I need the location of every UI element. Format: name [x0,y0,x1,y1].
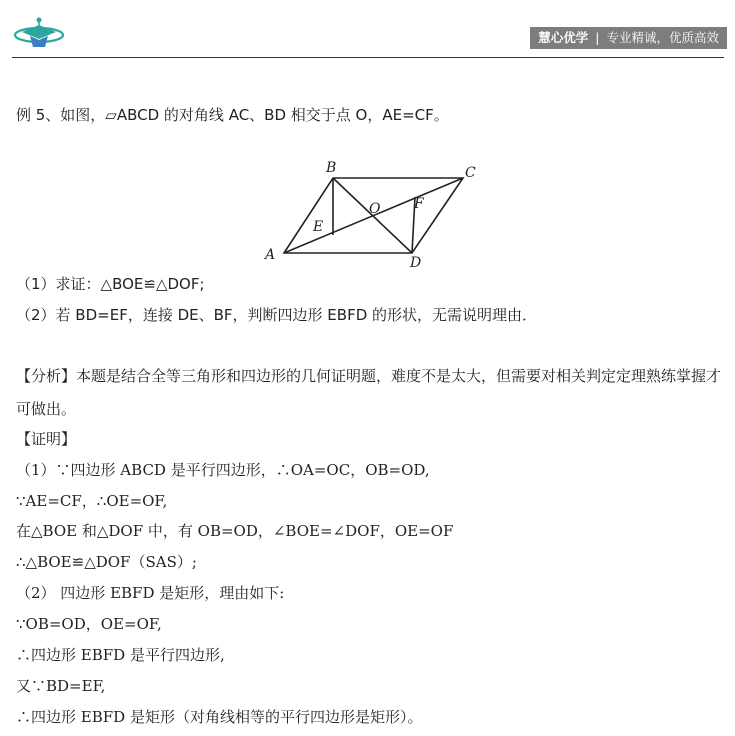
label-f: F [414,196,424,212]
proof-line: 又∵BD=EF, [16,677,106,695]
proof-line: ∵OB=OD，OE=OF, [16,615,162,633]
problem-statement: 例 5、如图，▱ABCD 的对角线 AC、BD 相交于点 O，AE=CF。 [16,106,449,124]
label-a: A [265,247,276,263]
label-b: B [326,160,337,176]
analysis-text: 【分析】本题是结合全等三角形和四边形的几何证明题，难度不是太大，但需要对相关判定定理熟练掌握才可做出。 [16,367,722,418]
label-d: D [410,255,422,271]
proof-line: ∴四边形 EBFD 是矩形（对角线相等的平行四边形是矩形）。 [16,708,423,726]
parallelogram-figure [262,155,487,272]
header-rule [12,57,724,58]
question-part2: （2）若 BD=EF，连接 DE、BF，判断四边形 EBFD 的形状，无需说明理由． [16,306,538,324]
page-header [0,0,735,62]
label-e: E [313,219,324,235]
brand-slogan: 专业精诚，优质高效 [606,30,719,45]
brand-badge [530,27,727,49]
brand-separator: | [595,30,600,45]
label-c: C [465,165,476,181]
proof-heading: 【证明】 [16,430,77,448]
graduation-cap-logo-icon [14,14,64,54]
proof-line: （1）∵四边形 ABCD 是平行四边形，∴OA=OC，OB=OD, [16,461,430,479]
question-part1: （1）求证：△BOE≌△DOF; [16,275,205,293]
proof-line: 在△BOE 和△DOF 中，有 OB=OD，∠BOE=∠DOF，OE=OF [16,522,454,540]
proof-line: ∵AE=CF，∴OE=OF, [16,492,168,510]
proof-line: （2） 四边形 EBFD 是矩形，理由如下: [16,584,285,602]
proof-line: ∴△BOE≌△DOF（SAS）; [16,553,197,571]
brand-name: 慧心优学 [538,30,589,45]
proof-line: ∴四边形 EBFD 是平行四边形, [16,646,225,664]
label-o: O [369,201,381,217]
